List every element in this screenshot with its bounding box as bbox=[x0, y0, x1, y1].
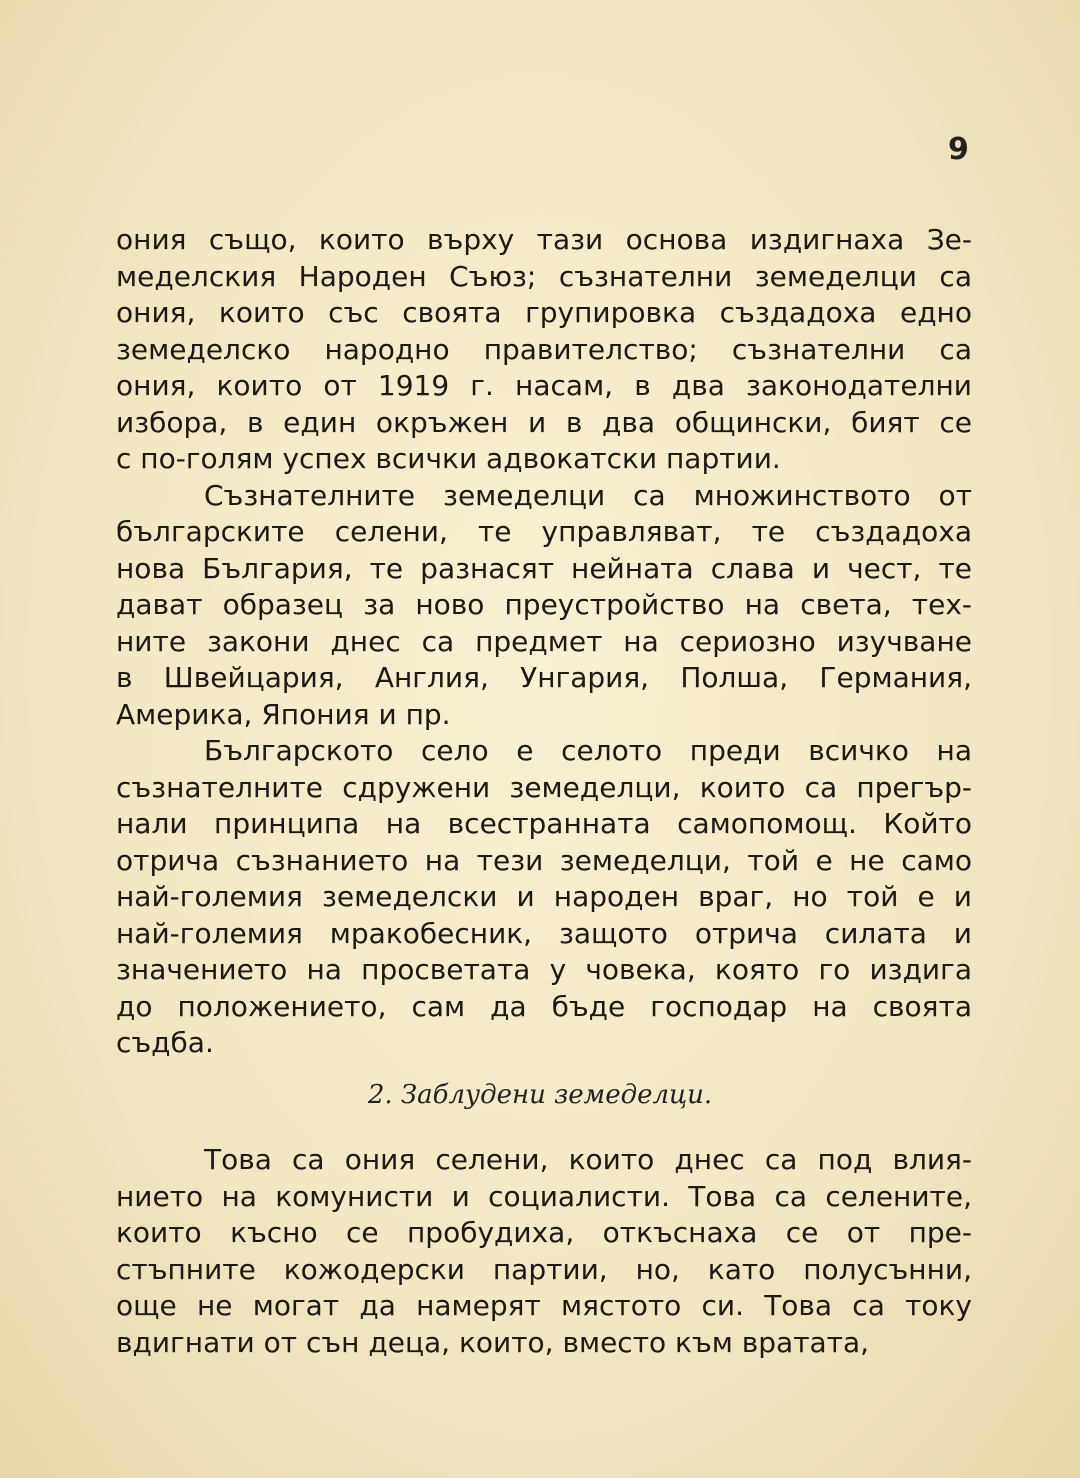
text-line: меделския Народен Съюз; съзнателни земеделци са bbox=[116, 259, 972, 293]
text-line: още не могат да намерят мястото си. Това са току bbox=[116, 1289, 972, 1322]
text-line: избора, в един окръжен и в два общински, бият се bbox=[116, 405, 972, 439]
text-line: най-големия мракобесник, защото отрича силата и bbox=[116, 916, 972, 950]
text-line: Америка, Япония и пр. bbox=[116, 697, 451, 731]
text-line: в Швейцария, Англия, Унгария, Полша, Германия, bbox=[116, 661, 972, 694]
page-number: 9 bbox=[948, 132, 969, 167]
paragraph bbox=[116, 1142, 972, 1361]
text-line: съзнателните сдружени земеделци, които са прегър- bbox=[116, 770, 972, 804]
text-line: Това са ония селени, които днес са под влия- bbox=[204, 1143, 972, 1176]
body-text-bottom bbox=[116, 1142, 972, 1361]
text-line: вдигнати от сън деца, които, вместо към вратата, bbox=[116, 1325, 870, 1359]
text-line: съдба. bbox=[116, 1026, 214, 1059]
text-line: българските селени, те управляват, те създадоха bbox=[116, 515, 972, 548]
text-line: с по-голям успех всички адвокатски партии. bbox=[116, 442, 781, 475]
text-line: до положението, сам да бъде господар на своята bbox=[116, 989, 972, 1023]
text-line: дават образец за ново преустройство на света, тех- bbox=[116, 588, 972, 621]
text-line: ония, които със своята групировка създадоха едно bbox=[116, 296, 972, 329]
text-line: отрича съзнанието на тези земеделци, той е не само bbox=[116, 843, 972, 877]
body-text-top bbox=[116, 222, 972, 1062]
text-line: ните закони днес са предмет на сериозно изучване bbox=[116, 624, 972, 658]
text-line: най-големия земеделски и народен враг, но той е и bbox=[116, 880, 972, 913]
text-line: които късно се пробудиха, откъснаха се от пре- bbox=[116, 1216, 972, 1249]
text-line: ония също, които върху тази основа издигнаха Зе- bbox=[116, 223, 972, 256]
section-heading: 2. Заблудени земеделци. bbox=[367, 1080, 713, 1110]
paragraph bbox=[116, 478, 972, 734]
paragraph bbox=[116, 733, 972, 1062]
text-line: ония, които от 1919 г. насам, в два законодателни bbox=[116, 369, 972, 402]
text-line: значението на просветата у човека, която го издига bbox=[116, 953, 972, 986]
text-line: земеделско народно правителство; съзнателни са bbox=[116, 332, 972, 366]
text-line: Съзнателните земеделци са множинството от bbox=[204, 478, 972, 512]
text-line: Българското село е селото преди всичко на bbox=[204, 734, 972, 767]
paragraph bbox=[116, 222, 972, 478]
text-line: нали принципа на всестранната самопомощ. Който bbox=[116, 807, 972, 840]
text-line: нието на комунисти и социалисти. Това са селените, bbox=[116, 1179, 972, 1213]
text-line: стъпните кожодерски партии, но, като полусънни, bbox=[116, 1252, 972, 1286]
text-line: нова България, те разнасят нейната слава и чест, те bbox=[116, 551, 972, 585]
